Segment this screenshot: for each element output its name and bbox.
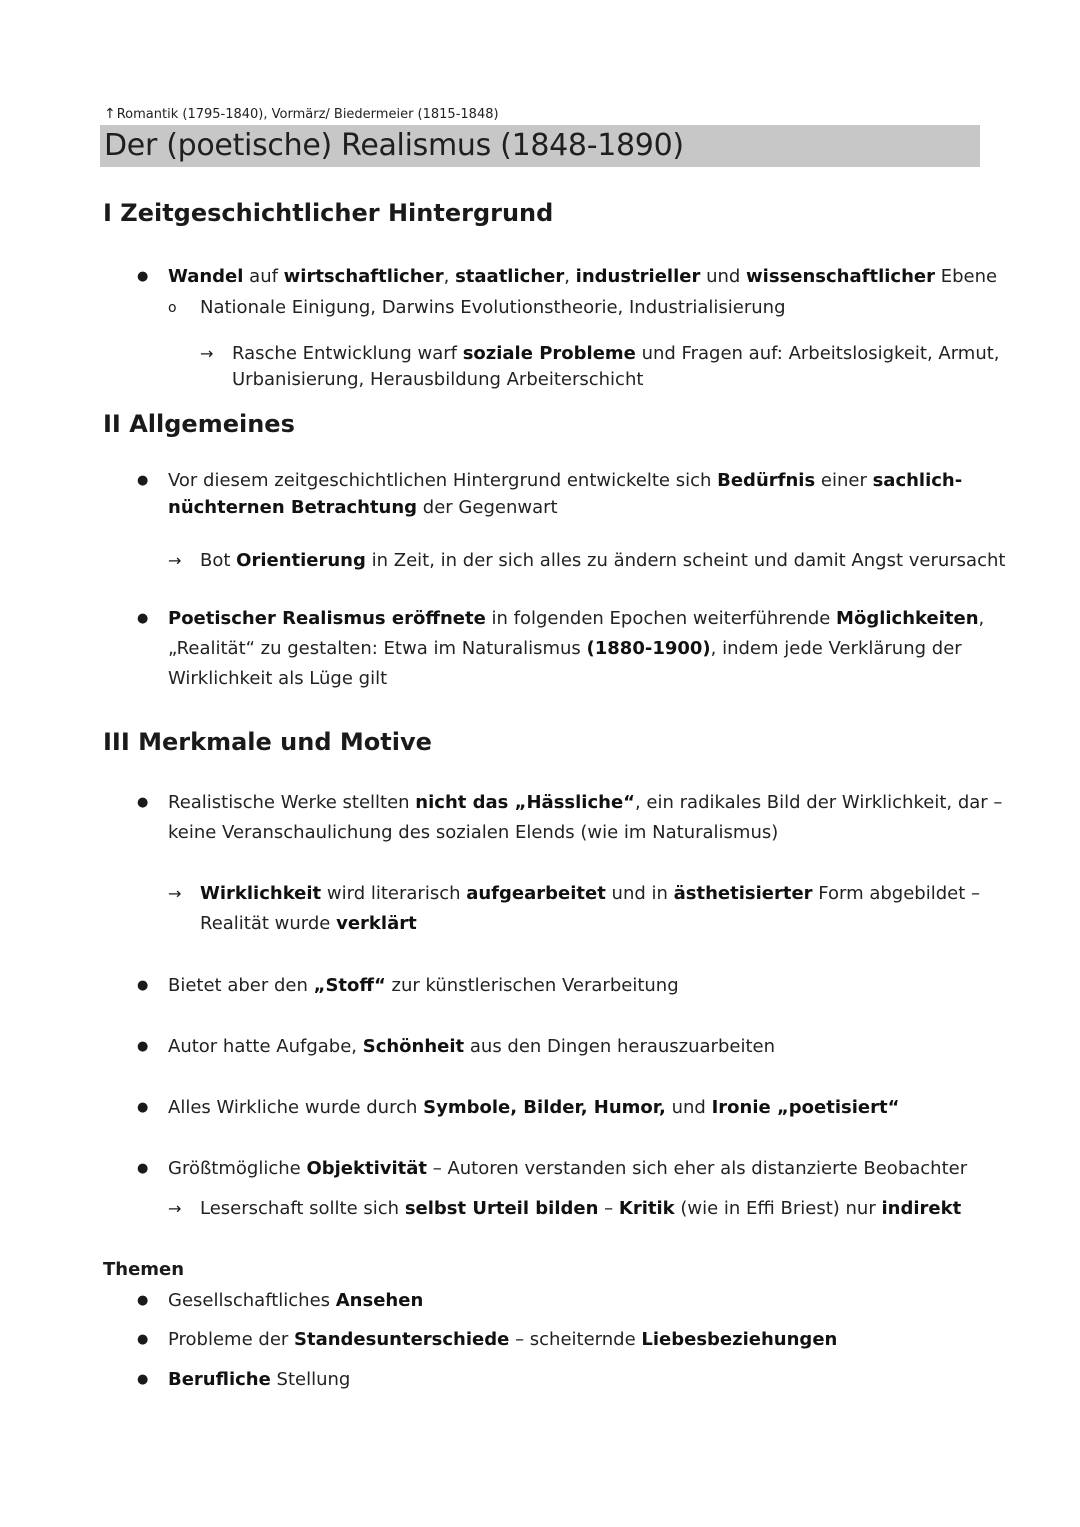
- arrow-right-icon: →: [168, 551, 182, 570]
- text-segment: Realistische Werke stellten: [168, 792, 416, 813]
- text-segment: Alles Wirkliche wurde durch: [168, 1097, 424, 1118]
- bullet-text: [168, 1032, 775, 1062]
- text-segment: Stellung: [270, 1369, 351, 1390]
- bold-text-segment: industrieller: [575, 266, 701, 287]
- bullet-text: [168, 262, 997, 292]
- bullet-icon: ●: [137, 978, 149, 993]
- text-segment: Bot: [200, 550, 237, 571]
- text-segment: Probleme der: [168, 1329, 295, 1350]
- text-segment: und Fragen auf: Arbeitslosigkeit, Armut,: [635, 343, 1000, 364]
- text-segment: Größtmögliche: [168, 1158, 307, 1179]
- bullet-icon: ●: [137, 1100, 149, 1115]
- bullet-icon: ●: [137, 473, 149, 488]
- sub-bullet-circle-icon: o: [168, 300, 177, 316]
- bold-text-segment: Wirklichkeit: [200, 883, 322, 904]
- section-heading-hintergrund: I Zeitgeschichtlicher Hintergrund: [103, 199, 554, 227]
- text-segment: in Zeit, in der sich alles zu ändern scheint und damit Angst verursacht: [365, 550, 1006, 571]
- bold-text-segment: „Stoff“: [313, 975, 386, 996]
- bold-text-segment: wirtschaftlicher: [283, 266, 444, 287]
- bullet-text: [168, 1093, 899, 1123]
- bold-text-segment: nüchternen Betrachtung: [168, 497, 418, 518]
- text-segment: Bietet aber den: [168, 975, 314, 996]
- bold-text-segment: aufgearbeitet: [466, 883, 606, 904]
- text-segment: in folgenden Epochen weiterführende: [485, 608, 837, 629]
- bold-text-segment: indirekt: [881, 1198, 962, 1219]
- bold-text-segment: verklärt: [336, 913, 417, 934]
- text-segment: und: [700, 266, 747, 287]
- bold-text-segment: wissenschaftlicher: [746, 266, 935, 287]
- text-segment: Gesellschaftliches: [168, 1290, 336, 1311]
- bold-text-segment: Berufliche: [168, 1369, 271, 1390]
- page-title: Der (poetische) Realismus (1848-1890): [104, 128, 684, 163]
- text-segment: Wirklichkeit als Lüge gilt: [168, 668, 388, 689]
- bullet-text: [168, 788, 1002, 818]
- text-segment: Realität wurde: [200, 913, 337, 934]
- bullet-text-continued: [168, 634, 962, 664]
- bullet-text-continued: [168, 818, 778, 848]
- text-segment: auf: [243, 266, 284, 287]
- bold-text-segment: Objektivität: [306, 1158, 428, 1179]
- text-segment: einer: [815, 470, 873, 491]
- bold-text-segment: Ansehen: [335, 1290, 424, 1311]
- text-segment: Ebene: [935, 266, 998, 287]
- arrow-text: [200, 879, 980, 909]
- bullet-icon: ●: [137, 611, 149, 626]
- text-segment: Leserschaft sollte sich: [200, 1198, 405, 1219]
- text-segment: „Realität“ zu gestalten: Etwa im Naturalismus: [168, 638, 587, 659]
- bullet-icon: ●: [137, 1372, 149, 1387]
- bold-text-segment: Symbole, Bilder, Humor,: [423, 1097, 666, 1118]
- text-segment: ,: [564, 266, 576, 287]
- bold-text-segment: Schönheit: [362, 1036, 465, 1057]
- bullet-text: [168, 971, 679, 1001]
- bold-text-segment: Poetischer Realismus eröffnete: [168, 608, 486, 629]
- text-segment: Autor hatte Aufgabe,: [168, 1036, 363, 1057]
- text-segment: Urbanisierung, Herausbildung Arbeiterschicht: [232, 369, 644, 390]
- text-segment: ,: [978, 608, 985, 629]
- bullet-text: [168, 1154, 967, 1184]
- text-segment: –: [598, 1198, 619, 1219]
- text-segment: ,: [443, 266, 456, 287]
- sub-bullet-text: [200, 293, 786, 323]
- section-heading-merkmale: III Merkmale und Motive: [103, 728, 432, 756]
- bold-text-segment: nicht das „Hässliche“: [415, 792, 635, 813]
- arrow-text-continued: [200, 909, 417, 939]
- bullet-icon: ●: [137, 1161, 149, 1176]
- text-segment: Nationale Einigung, Darwins Evolutionstheorie, Industrialisierung: [200, 297, 786, 318]
- themen-item: [168, 1365, 350, 1395]
- bullet-icon: ●: [137, 1039, 149, 1054]
- arrow-right-icon: →: [168, 884, 182, 903]
- bold-text-segment: (1880-1900): [586, 638, 711, 659]
- bold-text-segment: Wandel: [168, 266, 244, 287]
- bold-text-segment: Bedürfnis: [717, 470, 816, 491]
- bold-text-segment: Orientierung: [236, 550, 366, 571]
- text-segment: – Autoren verstanden sich eher als distanzierte Beobachter: [427, 1158, 968, 1179]
- text-segment: der Gegenwart: [417, 497, 558, 518]
- text-segment: wird literarisch: [321, 883, 467, 904]
- text-segment: , ein radikales Bild der Wirklichkeit, dar –: [634, 792, 1003, 813]
- text-segment: und: [665, 1097, 712, 1118]
- text-segment: , indem jede Verklärung der: [710, 638, 962, 659]
- previous-epochs-text: Romantik (1795-1840), Vormärz/ Biedermeier (1815-1848): [116, 107, 499, 122]
- bullet-icon: ●: [137, 1332, 149, 1347]
- text-segment: und in: [605, 883, 674, 904]
- text-segment: – scheiternde: [509, 1329, 642, 1350]
- arrow-right-icon: →: [168, 1199, 182, 1218]
- section-heading-allgemeines: II Allgemeines: [103, 410, 295, 438]
- bold-text-segment: soziale Probleme: [462, 343, 636, 364]
- themen-item: [168, 1325, 837, 1355]
- text-segment: keine Veranschaulichung des sozialen Elends (wie im Naturalismus): [168, 822, 779, 843]
- bullet-text: [168, 604, 984, 634]
- bold-text-segment: Möglichkeiten: [836, 608, 979, 629]
- text-segment: aus den Dingen herauszuarbeiten: [464, 1036, 775, 1057]
- bullet-icon: ●: [137, 1293, 149, 1308]
- bold-text-segment: staatlicher: [455, 266, 565, 287]
- previous-epochs-note: [104, 106, 499, 122]
- bullet-icon: ●: [137, 795, 149, 810]
- text-segment: Vor diesem zeitgeschichtlichen Hintergrund entwickelte sich: [168, 470, 718, 491]
- bold-text-segment: Liebesbeziehungen: [641, 1329, 838, 1350]
- bullet-text-continued: [168, 664, 387, 694]
- themen-heading: Themen: [103, 1259, 185, 1280]
- bullet-text: [168, 466, 962, 496]
- text-segment: Rasche Entwicklung warf: [232, 343, 463, 364]
- arrow-text: [200, 1194, 961, 1224]
- bold-text-segment: ästhetisierter: [673, 883, 813, 904]
- bullet-text-continued: [168, 493, 558, 523]
- arrow-right-icon: →: [200, 344, 214, 363]
- themen-item: [168, 1286, 423, 1316]
- bold-text-segment: Standesunterschiede: [294, 1329, 510, 1350]
- bullet-icon: ●: [137, 269, 149, 284]
- up-arrow-icon: ↑: [104, 106, 116, 122]
- bold-text-segment: Kritik: [618, 1198, 675, 1219]
- arrow-text: [200, 546, 1005, 576]
- arrow-text-continued: [232, 365, 643, 395]
- text-segment: Form abgebildet –: [812, 883, 981, 904]
- text-segment: (wie in Effi Briest) nur: [674, 1198, 882, 1219]
- bold-text-segment: sachlich-: [872, 470, 963, 491]
- bold-text-segment: selbst Urteil bilden: [404, 1198, 599, 1219]
- text-segment: zur künstlerischen Verarbeitung: [385, 975, 679, 996]
- bold-text-segment: Ironie „poetisiert“: [711, 1097, 900, 1118]
